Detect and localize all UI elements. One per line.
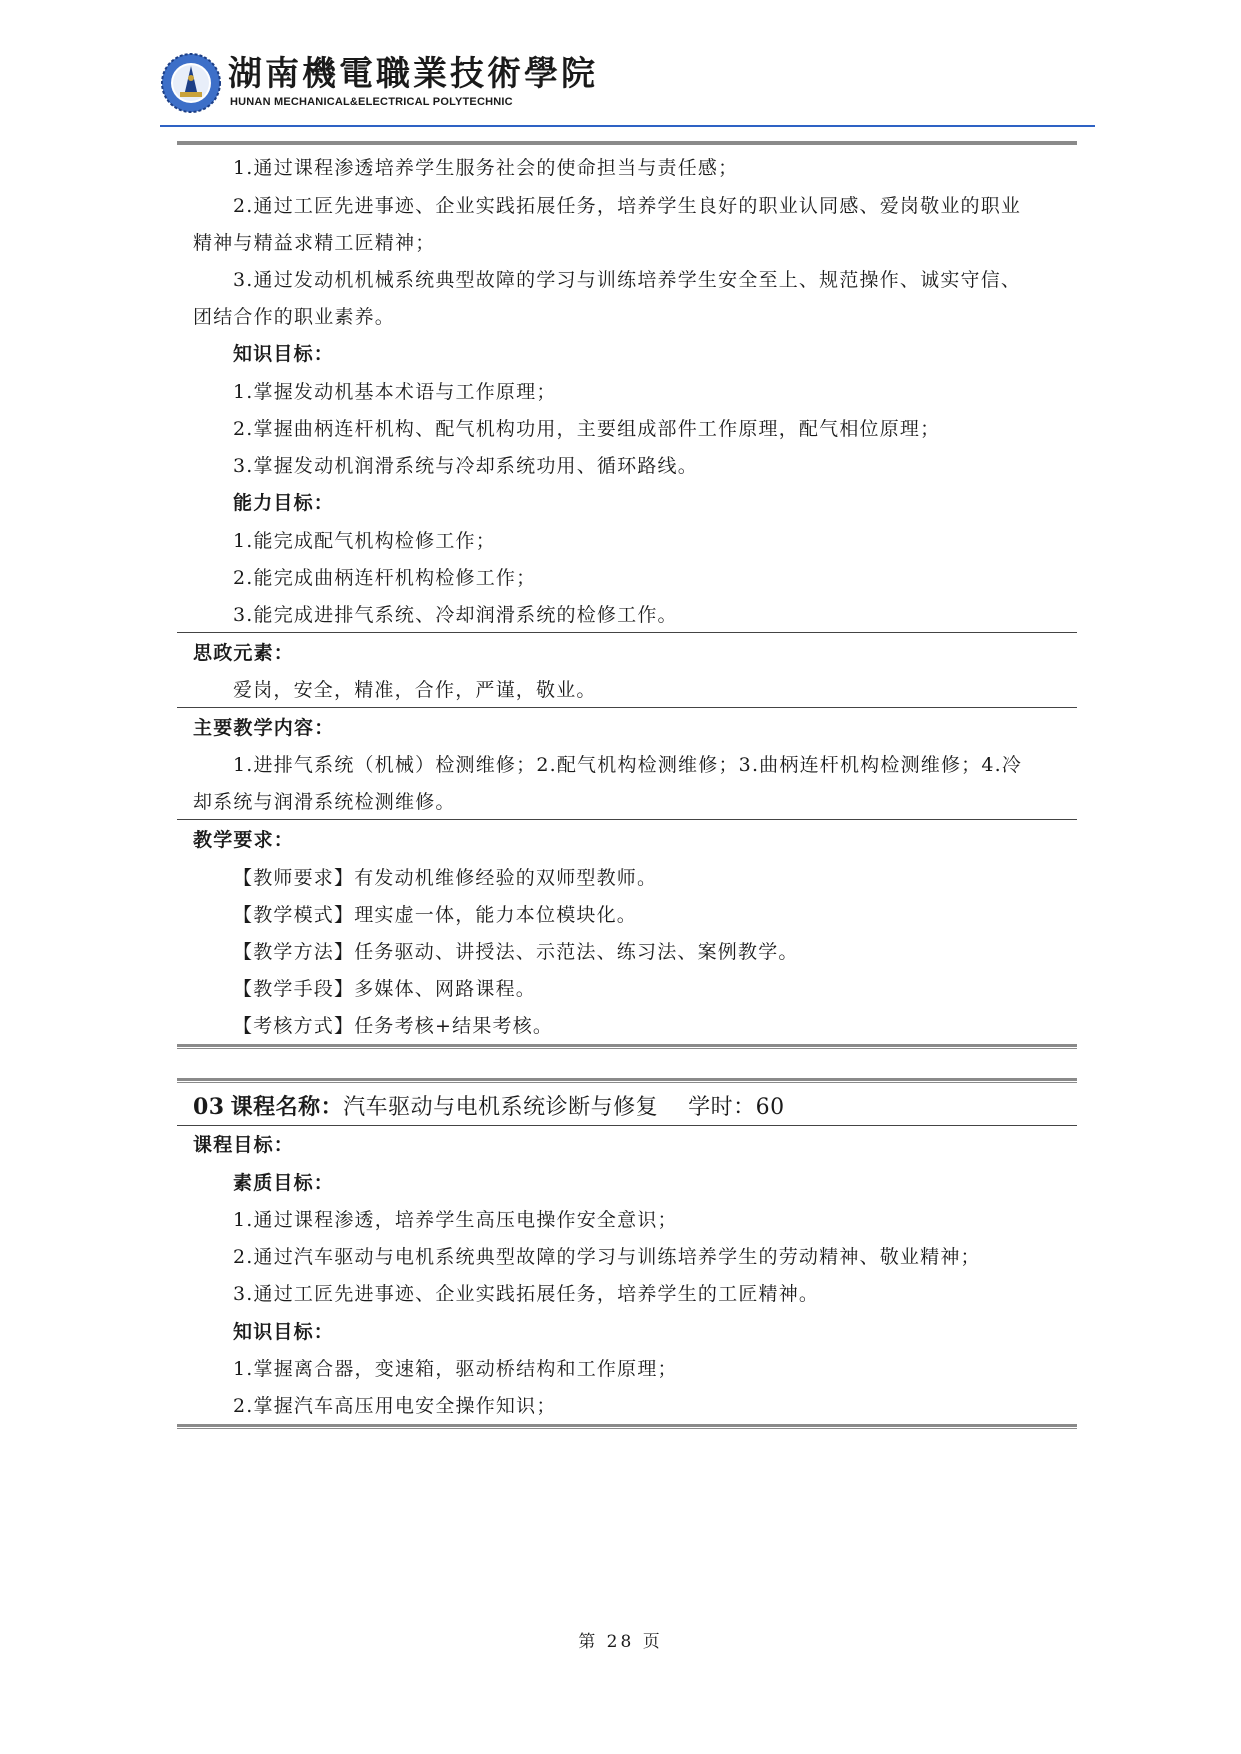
quality-item: 1.通过课程渗透，培养学生高压电操作安全意识； — [233, 1209, 678, 1231]
ability-item: 3.能完成进排气系统、冷却润滑系统的检修工作。 — [233, 604, 678, 626]
knowledge-item: 1.掌握发动机基本术语与工作原理； — [233, 381, 557, 403]
section-divider — [177, 632, 1077, 633]
quality-item: 1.通过课程渗透培养学生服务社会的使命担当与责任感； — [233, 157, 739, 179]
table-end-divider — [177, 1044, 1077, 1049]
knowledge-item: 2.掌握汽车高压用电安全操作知识； — [233, 1395, 557, 1417]
section-divider — [177, 819, 1077, 820]
knowledge-item: 1.掌握离合器，变速箱，驱动桥结构和工作原理； — [233, 1358, 678, 1380]
goal-heading: 课程目标： — [193, 1134, 295, 1156]
requirement-item: 【教师要求】有发动机维修经验的双师型教师。 — [233, 867, 658, 889]
top-divider — [177, 141, 1077, 145]
quality-heading: 素质目标： — [233, 1172, 335, 1194]
course-hours: 60 — [755, 1095, 785, 1120]
requirements-heading: 教学要求： — [193, 829, 295, 851]
quality-item: 2.通过汽车驱动与电机系统典型故障的学习与训练培养学生的劳动精神、敬业精神； — [233, 1246, 981, 1268]
knowledge-heading: 知识目标： — [233, 343, 335, 365]
requirement-item: 【教学模式】理实虚一体，能力本位模块化。 — [233, 904, 638, 926]
section-divider — [177, 1125, 1077, 1126]
requirement-item: 【教学手段】多媒体、网路课程。 — [233, 978, 537, 1000]
quality-item: 3.通过发动机机械系统典型故障的学习与训练培养学生安全至上、规范操作、诚实守信、 — [233, 269, 1022, 291]
page-number: 第 28 页 — [578, 1632, 663, 1652]
header-divider — [160, 125, 1095, 127]
course-name-label: 课程名称： — [230, 1094, 344, 1120]
bottom-divider — [177, 1424, 1077, 1429]
course-number: 03 — [193, 1094, 225, 1120]
ideology-text: 爱岗，安全，精准，合作，严谨，敬业。 — [233, 679, 597, 701]
ability-item: 2.能完成曲柄连杆机构检修工作； — [233, 567, 537, 589]
ability-heading: 能力目标： — [233, 492, 335, 514]
knowledge-heading: 知识目标： — [233, 1321, 335, 1343]
quality-item-cont: 团结合作的职业素养。 — [193, 306, 396, 328]
ability-item: 1.能完成配气机构检修工作； — [233, 530, 496, 552]
course-hours-label: 学时： — [688, 1095, 756, 1120]
knowledge-item: 2.掌握曲柄连杆机构、配气机构功用，主要组成部件工作原理，配气相位原理； — [233, 418, 941, 440]
course-title-row — [193, 1093, 1073, 1122]
course-name: 汽车驱动与电机系统诊断与修复 — [343, 1095, 659, 1120]
requirement-item: 【教学方法】任务驱动、讲授法、示范法、练习法、案例教学。 — [233, 941, 799, 963]
section-divider — [177, 707, 1077, 708]
content-heading: 主要教学内容： — [193, 717, 335, 739]
page-header — [160, 50, 1095, 125]
table-start-divider — [177, 1078, 1077, 1083]
school-name-cn: 湖南機電職業技術學院 — [228, 54, 598, 94]
school-name-en: HUNAN MECHANICAL&ELECTRICAL POLYTECHNIC — [230, 96, 513, 108]
content-line: 1.进排气系统（机械）检测维修；2.配气机构检测维修；3.曲柄连杆机构检测维修；4.冷 — [233, 754, 1023, 776]
quality-item: 2.通过工匠先进事迹、企业实践拓展任务，培养学生良好的职业认同感、爱岗敬业的职业 — [233, 195, 1022, 217]
quality-item-cont: 精神与精益求精工匠精神； — [193, 232, 436, 254]
quality-item: 3.通过工匠先进事迹、企业实践拓展任务，培养学生的工匠精神。 — [233, 1283, 820, 1305]
requirement-item: 【考核方式】任务考核+结果考核。 — [233, 1015, 554, 1037]
content-line: 却系统与润滑系统检测维修。 — [193, 791, 456, 813]
knowledge-item: 3.掌握发动机润滑系统与冷却系统功用、循环路线。 — [233, 455, 698, 477]
ideology-heading: 思政元素： — [193, 642, 295, 664]
school-emblem-icon — [160, 52, 222, 114]
